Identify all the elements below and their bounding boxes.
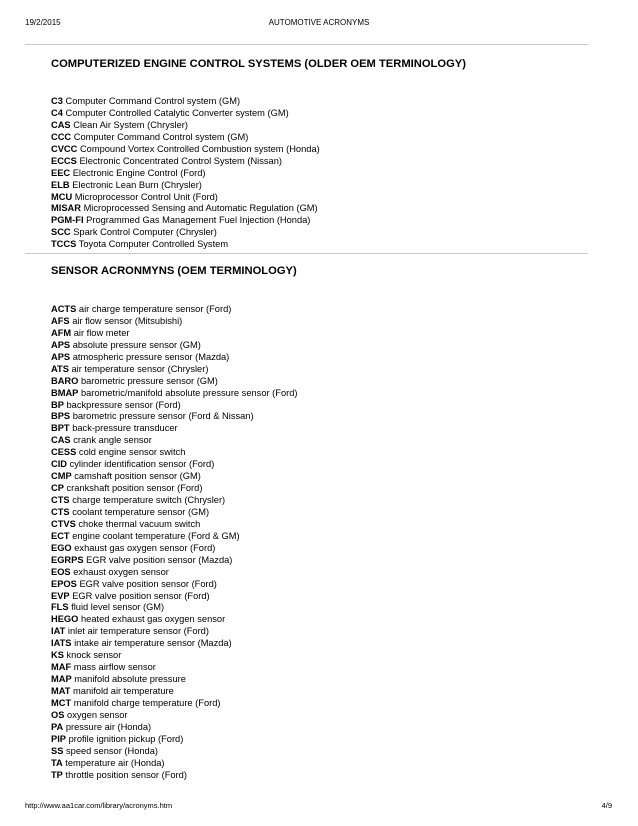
acronym-abbr: PA <box>51 721 64 732</box>
acronym-description: barometric pressure sensor (Ford & Nissan) <box>72 411 254 422</box>
section-heading-engine-control: COMPUTERIZED ENGINE CONTROL SYSTEMS (OLDER OEM TERMINOLOGY) <box>51 58 466 70</box>
sensor-acronym-row <box>51 710 297 722</box>
sensor-acronym-row <box>51 471 297 483</box>
sensor-acronym-row <box>51 435 297 447</box>
acronym-description: choke thermal vacuum switch <box>78 518 201 529</box>
acronym-abbr: EVP <box>51 590 70 601</box>
acronym-description: oxygen sensor <box>67 709 128 720</box>
acronym-abbr: KS <box>51 650 64 661</box>
acronym-description: atmospheric pressure sensor (Mazda) <box>72 351 230 362</box>
sensor-acronym-row <box>51 567 297 579</box>
acronym-description: Clean Air System (Chrysler) <box>73 119 188 130</box>
acronym-abbr: MCT <box>51 697 72 708</box>
sensor-acronym-row <box>51 555 297 567</box>
acronym-abbr: BP <box>51 399 64 410</box>
acronym-abbr: MCU <box>51 191 73 202</box>
sensor-acronym-row <box>51 746 297 758</box>
acronym-description: crank angle sensor <box>73 435 152 446</box>
engine-control-acronym-row <box>51 96 320 108</box>
acronym-abbr: CCC <box>51 131 72 142</box>
acronym-abbr: CTS <box>51 495 70 505</box>
acronym-abbr: EEC <box>51 167 71 178</box>
acronym-abbr: TP <box>51 769 63 780</box>
acronym-abbr: ECCS <box>51 155 77 166</box>
sensor-acronym-row <box>51 411 297 423</box>
sensor-acronym-row <box>51 626 297 638</box>
sensor-acronym-list <box>51 304 297 782</box>
sensor-acronym-row <box>51 734 297 746</box>
engine-control-acronym-row <box>51 108 320 120</box>
acronym-abbr: SCC <box>51 227 71 238</box>
acronym-abbr: EOS <box>51 566 71 577</box>
acronym-abbr: CTVS <box>51 518 76 529</box>
acronym-description: intake air temperature sensor (Mazda) <box>74 638 232 649</box>
sensor-acronym-row <box>51 328 297 340</box>
sensor-acronym-row <box>51 364 297 376</box>
acronym-abbr: APS <box>51 351 71 362</box>
acronym-description: backpressure sensor (Ford) <box>66 399 181 410</box>
acronym-description: heated exhaust gas oxygen sensor <box>80 614 226 625</box>
acronym-description: Microprocessor Control Unit (Ford) <box>74 191 218 202</box>
acronym-description: camshaft position sensor (GM) <box>74 471 201 482</box>
sensor-acronym-row <box>51 352 297 364</box>
footer-page-number: 4/9 <box>601 801 612 810</box>
acronym-abbr: PIP <box>51 733 66 744</box>
acronym-description: back-pressure transducer <box>72 423 178 434</box>
sensor-acronym-row <box>51 543 297 555</box>
acronym-abbr: FLS <box>51 602 69 613</box>
sensor-acronym-row <box>51 507 297 519</box>
acronym-description: fluid level sensor (GM) <box>71 602 165 613</box>
acronym-abbr: C3 <box>51 96 63 106</box>
acronym-description: air temperature sensor (Chrysler) <box>71 363 209 374</box>
acronym-description: Microprocessed Sensing and Automatic Regulation (GM) <box>83 203 318 214</box>
acronym-description: crankshaft position sensor (Ford) <box>66 483 203 494</box>
engine-control-acronym-row <box>51 132 320 144</box>
acronym-abbr: CAS <box>51 119 71 130</box>
acronym-description: barometric pressure sensor (GM) <box>80 375 218 386</box>
acronym-description: Electronic Engine Control (Ford) <box>72 167 206 178</box>
acronym-description: speed sensor (Honda) <box>66 745 158 756</box>
acronym-description: Spark Control Computer (Chrysler) <box>73 227 217 238</box>
acronym-abbr: HEGO <box>51 614 79 625</box>
acronym-description: exhaust oxygen sensor <box>73 566 169 577</box>
acronym-description: engine coolant temperature (Ford & GM) <box>72 530 240 541</box>
acronym-description: air flow sensor (Mitsubishi) <box>72 315 183 326</box>
acronym-description: throttle position sensor (Ford) <box>65 769 187 780</box>
acronym-description: Compound Vortex Controlled Combustion system (Honda) <box>79 143 320 154</box>
sensor-acronym-row <box>51 340 297 352</box>
acronym-abbr: ELB <box>51 179 70 190</box>
acronym-abbr: ATS <box>51 363 69 374</box>
footer-url: http://www.aa1car.com/library/acronyms.htm <box>25 801 173 810</box>
acronym-description: pressure air (Honda) <box>65 721 152 732</box>
acronym-abbr: IAT <box>51 626 66 637</box>
section-divider <box>25 253 588 254</box>
sensor-acronym-row <box>51 638 297 650</box>
sensor-acronym-row <box>51 483 297 495</box>
sensor-acronym-row <box>51 722 297 734</box>
sensor-acronym-row <box>51 316 297 328</box>
sensor-acronym-row <box>51 662 297 674</box>
acronym-abbr: MISAR <box>51 203 81 214</box>
acronym-description: air charge temperature sensor (Ford) <box>78 304 232 314</box>
acronym-abbr: EGRPS <box>51 554 84 565</box>
sensor-acronym-row <box>51 400 297 412</box>
engine-control-acronym-row <box>51 227 320 239</box>
acronym-description: EGR valve position sensor (Ford) <box>72 590 210 601</box>
acronym-abbr: PGM-FI <box>51 215 84 226</box>
acronym-abbr: C4 <box>51 107 63 118</box>
acronym-description: Computer Command Control system (GM) <box>65 96 241 106</box>
sensor-acronym-row <box>51 579 297 591</box>
sensor-acronym-row <box>51 376 297 388</box>
acronym-description: Computer Controlled Catalytic Converter system (GM) <box>65 107 289 118</box>
engine-control-acronym-row <box>51 239 320 251</box>
engine-control-acronym-row <box>51 120 320 132</box>
acronym-abbr: AFM <box>51 327 72 338</box>
acronym-description: cold engine sensor switch <box>78 447 186 458</box>
engine-control-acronym-row <box>51 144 320 156</box>
acronym-description: absolute pressure sensor (GM) <box>72 339 201 350</box>
acronym-description: EGR valve position sensor (Mazda) <box>86 554 233 565</box>
acronym-description: air flow meter <box>73 327 130 338</box>
engine-control-acronym-row <box>51 180 320 192</box>
acronym-abbr: APS <box>51 339 71 350</box>
acronym-description: Toyota Computer Controlled System <box>78 239 229 250</box>
acronym-abbr: ECT <box>51 530 70 541</box>
sensor-acronym-row <box>51 614 297 626</box>
engine-control-acronym-row <box>51 203 320 215</box>
sensor-acronym-row <box>51 770 297 782</box>
acronym-abbr: TCCS <box>51 239 77 250</box>
sensor-acronym-row <box>51 698 297 710</box>
acronym-abbr: BPS <box>51 411 71 422</box>
sensor-acronym-row <box>51 674 297 686</box>
acronym-description: Electronic Lean Burn (Chrysler) <box>72 179 202 190</box>
acronym-description: manifold absolute pressure <box>74 674 186 685</box>
sensor-acronym-row <box>51 304 297 316</box>
acronym-abbr: CMP <box>51 471 72 482</box>
acronym-abbr: CESS <box>51 447 77 458</box>
acronym-abbr: EPOS <box>51 578 77 589</box>
engine-control-acronym-row <box>51 168 320 180</box>
acronym-description: manifold charge temperature (Ford) <box>73 697 221 708</box>
acronym-description: temperature air (Honda) <box>65 757 165 768</box>
sensor-acronym-row <box>51 602 297 614</box>
header-title: AUTOMOTIVE ACRONYMS <box>268 18 370 27</box>
sensor-acronym-row <box>51 531 297 543</box>
acronym-description: cylinder identification sensor (Ford) <box>69 459 215 470</box>
header-date: 19/2/2015 <box>25 18 61 27</box>
top-divider <box>25 44 588 45</box>
acronym-description: manifold air temperature <box>73 686 174 696</box>
acronym-description: inlet air temperature sensor (Ford) <box>67 626 209 637</box>
acronym-abbr: EGO <box>51 542 72 553</box>
acronym-abbr: TA <box>51 757 63 768</box>
engine-control-acronym-row <box>51 215 320 227</box>
acronym-description: mass airflow sensor <box>73 662 156 673</box>
acronym-description: Electronic Concentrated Control System (Nissan) <box>79 155 282 166</box>
acronym-abbr: IATS <box>51 638 72 649</box>
section-heading-sensor: SENSOR ACRONMYNS (OEM TERMINOLOGY) <box>51 265 297 277</box>
acronym-description: Programmed Gas Management Fuel Injection (Honda) <box>86 215 311 226</box>
acronym-abbr: BPT <box>51 423 70 434</box>
sensor-acronym-row <box>51 758 297 770</box>
sensor-acronym-row <box>51 447 297 459</box>
acronym-abbr: CTS <box>51 506 70 517</box>
sensor-acronym-row <box>51 591 297 603</box>
acronym-description: Computer Command Control system (GM) <box>73 131 249 142</box>
acronym-abbr: BARO <box>51 375 79 386</box>
sensor-acronym-row <box>51 650 297 662</box>
acronym-description: barometric/manifold absolute pressure sensor (Ford) <box>80 387 298 398</box>
acronym-description: profile ignition pickup (Ford) <box>68 733 184 744</box>
acronym-abbr: CAS <box>51 435 71 446</box>
acronym-abbr: BMAP <box>51 387 79 398</box>
acronym-abbr: AFS <box>51 315 70 326</box>
acronym-description: knock sensor <box>66 650 122 661</box>
acronym-description: coolant temperature sensor (GM) <box>72 506 210 517</box>
acronym-abbr: MAP <box>51 674 72 685</box>
sensor-acronym-row <box>51 686 297 698</box>
sensor-acronym-row <box>51 519 297 531</box>
acronym-abbr: MAF <box>51 662 72 673</box>
acronym-description: exhaust gas oxygen sensor (Ford) <box>74 542 216 553</box>
acronym-abbr: ACTS <box>51 304 77 314</box>
acronym-abbr: CP <box>51 483 64 494</box>
engine-control-acronym-row <box>51 192 320 204</box>
acronym-abbr: CID <box>51 459 68 470</box>
acronym-abbr: SS <box>51 745 64 756</box>
acronym-abbr: MAT <box>51 686 71 696</box>
sensor-acronym-row <box>51 459 297 471</box>
acronym-description: charge temperature switch (Chrysler) <box>72 495 226 505</box>
acronym-abbr: CVCC <box>51 143 78 154</box>
acronym-abbr: OS <box>51 709 65 720</box>
engine-control-acronym-row <box>51 156 320 168</box>
sensor-acronym-row <box>51 495 297 507</box>
acronym-description: EGR valve position sensor (Ford) <box>79 578 217 589</box>
sensor-acronym-row <box>51 388 297 400</box>
sensor-acronym-row <box>51 423 297 435</box>
engine-control-acronym-list <box>51 96 320 251</box>
